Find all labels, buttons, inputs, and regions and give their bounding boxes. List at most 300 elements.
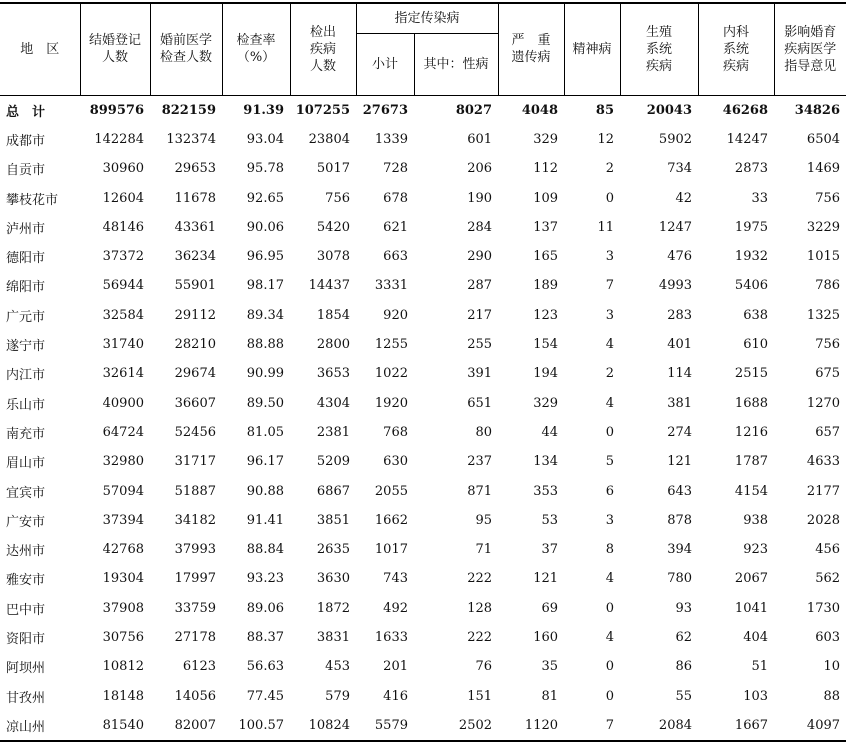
header-exam-rate — [222, 3, 290, 95]
header-designated-infectious: 指定传染病 — [356, 3, 498, 33]
cell-disease-found: 6867 — [316, 483, 350, 499]
cell-medical-advice: 1325 — [806, 307, 841, 323]
cell-region: 自贡市 — [6, 163, 46, 179]
cell-reproductive-disease: 283 — [667, 307, 693, 323]
cell-marriage-registration: 81540 — [80, 711, 150, 741]
cell-exam-rate: 77.45 — [246, 688, 284, 704]
cell-medical-advice: 675 — [815, 366, 841, 382]
cell-premarital-exam: 55901 — [174, 278, 216, 294]
cell-premarital-exam: 29112 — [174, 307, 216, 323]
table-row — [0, 271, 846, 300]
cell-marriage-registration: 18148 — [102, 688, 144, 704]
cell-disease-found: 1854 — [316, 307, 350, 323]
cell-marriage-registration: 40900 — [102, 395, 144, 411]
cell-disease-found: 4304 — [316, 395, 350, 411]
cell-mental-disease: 2 — [605, 161, 615, 177]
cell-genetic-disease: 53 — [541, 512, 559, 528]
cell-reproductive-disease: 381 — [667, 395, 693, 411]
cell-infectious-subtotal: 663 — [383, 249, 408, 265]
cell-disease-found: 2381 — [316, 424, 350, 440]
cell-disease-found: 23804 — [308, 131, 350, 147]
cell-infectious-subtotal: 1920 — [374, 395, 408, 411]
header-region: 地 区 — [0, 3, 80, 95]
cell-region: 遂宁市 — [6, 339, 46, 355]
cell-std: 71 — [475, 542, 493, 558]
header-marriage-registration-text: 结婚登记人数 — [88, 33, 141, 66]
cell-region: 内江市 — [6, 368, 46, 384]
cell-internal-disease: 1041 — [734, 600, 769, 616]
table-row — [0, 125, 846, 154]
table-row — [0, 213, 846, 242]
cell-medical-advice: 34826 — [794, 102, 841, 118]
cell-infectious-subtotal: 1633 — [374, 629, 408, 645]
cell-exam-rate: 95.78 — [246, 161, 284, 177]
cell-reproductive-disease: 394 — [667, 542, 693, 558]
cell-mental-disease: 7 — [605, 278, 615, 294]
cell-region: 雅安市 — [6, 573, 46, 589]
cell-medical-advice: 562 — [815, 571, 841, 587]
cell-exam-rate: 90.99 — [246, 366, 284, 382]
cell-internal-disease: 610 — [743, 337, 769, 353]
header-genetic-disease — [498, 3, 564, 95]
cell-mental-disease: 0 — [605, 688, 615, 704]
cell-premarital-exam: 82007 — [150, 711, 222, 741]
cell-medical-advice: 1469 — [806, 161, 841, 177]
cell-std: 871 — [467, 483, 493, 499]
cell-std: 128 — [467, 600, 493, 616]
cell-mental-disease: 6 — [605, 483, 615, 499]
cell-premarital-exam: 43361 — [174, 219, 216, 235]
cell-internal-disease: 638 — [743, 307, 769, 323]
total-row — [0, 95, 846, 125]
cell-mental-disease: 85 — [595, 102, 615, 118]
cell-reproductive-disease: 734 — [667, 161, 693, 177]
table-row — [0, 359, 846, 388]
header-internal-disease-text: 内科系统疾病 — [723, 24, 750, 74]
cell-region: 广安市 — [6, 514, 46, 530]
cell-exam-rate: 96.17 — [246, 454, 284, 470]
cell-region: 绵阳市 — [6, 280, 46, 296]
cell-mental-disease: 3 — [605, 307, 615, 323]
cell-internal-disease: 5406 — [734, 278, 769, 294]
cell-region: 眉山市 — [6, 456, 46, 472]
table-row — [0, 711, 846, 741]
table-row — [0, 301, 846, 330]
table-row — [0, 154, 846, 183]
cell-std: 290 — [467, 249, 493, 265]
cell-mental-disease: 0 — [605, 659, 615, 675]
header-premarital-exam-text: 婚前医学检查人数 — [159, 33, 212, 66]
cell-region: 南充市 — [6, 426, 46, 442]
cell-infectious-subtotal: 621 — [383, 219, 408, 235]
cell-mental-disease: 5 — [605, 454, 615, 470]
cell-disease-found: 107255 — [295, 102, 350, 118]
cell-premarital-exam: 37993 — [174, 542, 216, 558]
cell-std: 284 — [467, 219, 493, 235]
cell-reproductive-disease: 121 — [667, 454, 693, 470]
header-mental-disease: 精神病 — [564, 3, 620, 95]
cell-internal-disease: 404 — [743, 629, 769, 645]
header-marriage-registration — [80, 3, 150, 95]
cell-medical-advice: 4097 — [774, 711, 846, 741]
cell-premarital-exam: 17997 — [174, 571, 216, 587]
cell-exam-rate: 88.37 — [246, 629, 284, 645]
cell-internal-disease: 1787 — [734, 454, 769, 470]
cell-marriage-registration: 32980 — [102, 454, 144, 470]
cell-marriage-registration: 10812 — [102, 659, 144, 675]
cell-std: 222 — [467, 629, 493, 645]
cell-genetic-disease: 194 — [533, 366, 559, 382]
cell-std: 151 — [467, 688, 493, 704]
cell-reproductive-disease: 4993 — [658, 278, 693, 294]
cell-std: 601 — [467, 131, 493, 147]
table-row — [0, 242, 846, 271]
cell-genetic-disease: 112 — [533, 161, 559, 177]
cell-infectious-subtotal: 678 — [383, 190, 408, 206]
cell-mental-disease: 3 — [605, 512, 615, 528]
cell-genetic-disease: 81 — [541, 688, 559, 704]
cell-disease-found: 5017 — [316, 161, 350, 177]
cell-genetic-disease: 44 — [541, 424, 559, 440]
cell-premarital-exam: 28210 — [174, 337, 216, 353]
cell-medical-advice: 88 — [823, 688, 841, 704]
cell-marriage-registration: 142284 — [94, 131, 144, 147]
cell-medical-advice: 3229 — [806, 219, 841, 235]
cell-internal-disease: 4154 — [734, 483, 769, 499]
cell-infectious-subtotal: 2055 — [374, 483, 408, 499]
cell-genetic-disease: 329 — [533, 131, 559, 147]
cell-marriage-registration: 31740 — [102, 337, 144, 353]
cell-marriage-registration: 32584 — [102, 307, 144, 323]
cell-medical-advice: 603 — [815, 629, 841, 645]
cell-std: 237 — [467, 454, 493, 470]
table-row — [0, 183, 846, 212]
cell-medical-advice: 456 — [815, 542, 841, 558]
cell-disease-found: 579 — [325, 688, 350, 704]
cell-region: 攀枝花市 — [6, 192, 59, 208]
cell-internal-disease: 33 — [751, 190, 769, 206]
cell-reproductive-disease: 86 — [675, 659, 693, 675]
statistics-table — [0, 2, 846, 742]
cell-region: 巴中市 — [6, 602, 46, 618]
cell-infectious-subtotal: 1662 — [374, 512, 408, 528]
cell-genetic-disease: 4048 — [521, 102, 559, 118]
cell-mental-disease: 0 — [605, 424, 615, 440]
cell-premarital-exam: 6123 — [182, 659, 216, 675]
cell-marriage-registration: 37372 — [102, 249, 144, 265]
cell-premarital-exam: 29653 — [174, 161, 216, 177]
cell-region: 宜宾市 — [6, 485, 46, 501]
cell-genetic-disease: 329 — [533, 395, 559, 411]
table-row — [0, 535, 846, 564]
cell-std: 2502 — [414, 711, 498, 741]
cell-region: 达州市 — [6, 544, 46, 560]
cell-std: 76 — [475, 659, 493, 675]
cell-marriage-registration: 30756 — [102, 629, 144, 645]
cell-internal-disease: 923 — [743, 542, 769, 558]
cell-reproductive-disease: 401 — [667, 337, 693, 353]
cell-medical-advice: 1015 — [806, 249, 841, 265]
cell-internal-disease: 1975 — [734, 219, 769, 235]
cell-infectious-subtotal: 1339 — [374, 131, 408, 147]
cell-infectious-subtotal: 728 — [383, 161, 408, 177]
cell-genetic-disease: 165 — [533, 249, 559, 265]
cell-marriage-registration: 899576 — [89, 102, 144, 118]
cell-reproductive-disease: 62 — [675, 629, 693, 645]
cell-std: 287 — [467, 278, 493, 294]
cell-reproductive-disease: 878 — [667, 512, 693, 528]
cell-exam-rate: 98.17 — [246, 278, 284, 294]
cell-exam-rate: 96.95 — [246, 249, 284, 265]
cell-exam-rate: 81.05 — [246, 424, 284, 440]
cell-reproductive-disease: 20043 — [646, 102, 693, 118]
cell-mental-disease: 4 — [605, 571, 615, 587]
cell-medical-advice: 756 — [815, 337, 841, 353]
cell-marriage-registration: 19304 — [102, 571, 144, 587]
cell-mental-disease: 3 — [605, 249, 615, 265]
cell-medical-advice: 657 — [815, 424, 841, 440]
cell-region: 资阳市 — [6, 631, 46, 647]
cell-premarital-exam: 51887 — [174, 483, 216, 499]
table-row — [0, 418, 846, 447]
cell-reproductive-disease: 93 — [675, 600, 693, 616]
cell-mental-disease: 8 — [605, 542, 615, 558]
header-genetic-disease-text: 严 重遗传病 — [511, 33, 551, 66]
cell-exam-rate: 90.88 — [246, 483, 284, 499]
cell-medical-advice: 2177 — [806, 483, 841, 499]
cell-marriage-registration: 37908 — [102, 600, 144, 616]
cell-premarital-exam: 132374 — [166, 131, 216, 147]
cell-marriage-registration: 30960 — [102, 161, 144, 177]
table-header — [0, 3, 846, 95]
cell-mental-disease: 4 — [605, 395, 615, 411]
cell-premarital-exam: 14056 — [174, 688, 216, 704]
cell-reproductive-disease: 5902 — [658, 131, 693, 147]
cell-reproductive-disease: 643 — [667, 483, 693, 499]
cell-disease-found: 453 — [325, 659, 350, 675]
cell-genetic-disease: 189 — [533, 278, 559, 294]
cell-premarital-exam: 36234 — [174, 249, 216, 265]
cell-infectious-subtotal: 1022 — [374, 366, 408, 382]
cell-region: 成都市 — [6, 133, 46, 149]
cell-genetic-disease: 1120 — [498, 711, 564, 741]
cell-exam-rate: 89.34 — [246, 307, 284, 323]
cell-exam-rate: 88.84 — [246, 542, 284, 558]
cell-mental-disease: 12 — [597, 131, 615, 147]
cell-premarital-exam: 36607 — [174, 395, 216, 411]
header-premarital-exam — [150, 3, 222, 95]
header-std: 其中：性病 — [414, 33, 498, 95]
table-row — [0, 623, 846, 652]
cell-premarital-exam: 34182 — [174, 512, 216, 528]
cell-disease-found: 10824 — [290, 711, 356, 741]
cell-marriage-registration: 37394 — [102, 512, 144, 528]
cell-medical-advice: 1730 — [806, 600, 841, 616]
table-row — [0, 447, 846, 476]
cell-std: 222 — [467, 571, 493, 587]
cell-std: 217 — [467, 307, 493, 323]
cell-premarital-exam: 822159 — [161, 102, 216, 118]
cell-std: 206 — [467, 161, 493, 177]
cell-medical-advice: 4633 — [806, 454, 841, 470]
cell-genetic-disease: 35 — [541, 659, 559, 675]
cell-reproductive-disease: 476 — [667, 249, 693, 265]
cell-internal-disease: 2067 — [734, 571, 769, 587]
cell-internal-disease: 2515 — [734, 366, 769, 382]
cell-std: 190 — [467, 190, 493, 206]
cell-disease-found: 2635 — [316, 542, 350, 558]
cell-infectious-subtotal: 416 — [383, 688, 408, 704]
cell-premarital-exam: 27178 — [174, 629, 216, 645]
cell-infectious-subtotal: 5579 — [356, 711, 414, 741]
header-disease-found — [290, 3, 356, 95]
cell-marriage-registration: 42768 — [102, 542, 144, 558]
cell-infectious-subtotal: 1017 — [374, 542, 408, 558]
cell-reproductive-disease: 42 — [675, 190, 693, 206]
cell-premarital-exam: 11678 — [174, 190, 216, 206]
header-medical-advice — [774, 3, 846, 95]
cell-disease-found: 3851 — [316, 512, 350, 528]
cell-region: 总 计 — [6, 104, 46, 120]
cell-infectious-subtotal: 920 — [383, 307, 408, 323]
cell-marriage-registration: 56944 — [102, 278, 144, 294]
cell-internal-disease: 46268 — [722, 102, 769, 118]
cell-reproductive-disease: 114 — [667, 366, 693, 382]
cell-infectious-subtotal: 492 — [383, 600, 408, 616]
table-row — [0, 330, 846, 359]
cell-disease-found: 5209 — [316, 454, 350, 470]
cell-exam-rate: 91.41 — [246, 512, 284, 528]
cell-internal-disease: 51 — [751, 659, 769, 675]
cell-disease-found: 14437 — [308, 278, 350, 294]
cell-reproductive-disease: 55 — [675, 688, 693, 704]
cell-medical-advice: 6504 — [806, 131, 841, 147]
cell-infectious-subtotal: 768 — [383, 424, 408, 440]
cell-std: 651 — [467, 395, 493, 411]
cell-mental-disease: 4 — [605, 337, 615, 353]
cell-disease-found: 1872 — [316, 600, 350, 616]
table-row — [0, 594, 846, 623]
cell-reproductive-disease: 780 — [667, 571, 693, 587]
cell-mental-disease: 4 — [605, 629, 615, 645]
cell-disease-found: 756 — [325, 190, 350, 206]
cell-marriage-registration: 32614 — [102, 366, 144, 382]
cell-genetic-disease: 109 — [533, 190, 559, 206]
cell-marriage-registration: 57094 — [102, 483, 144, 499]
cell-region: 泸州市 — [6, 221, 46, 237]
cell-genetic-disease: 69 — [541, 600, 559, 616]
cell-mental-disease: 7 — [564, 711, 620, 741]
cell-infectious-subtotal: 1255 — [374, 337, 408, 353]
cell-std: 391 — [467, 366, 493, 382]
cell-disease-found: 3653 — [316, 366, 350, 382]
header-disease-found-text: 检出疾病人数 — [309, 24, 336, 74]
cell-infectious-subtotal: 743 — [383, 571, 408, 587]
table-row — [0, 388, 846, 417]
cell-std: 8027 — [455, 102, 493, 118]
cell-genetic-disease: 137 — [533, 219, 559, 235]
header-medical-advice-text: 影响婚育疾病医学指导意见 — [784, 24, 837, 74]
cell-genetic-disease: 123 — [533, 307, 559, 323]
cell-medical-advice: 10 — [823, 659, 841, 675]
cell-mental-disease: 11 — [597, 219, 615, 235]
cell-premarital-exam: 31717 — [174, 454, 216, 470]
header-reproductive-disease-text: 生殖系统疾病 — [646, 24, 673, 74]
cell-disease-found: 5420 — [316, 219, 350, 235]
cell-marriage-registration: 64724 — [102, 424, 144, 440]
cell-internal-disease: 14247 — [726, 131, 769, 147]
cell-medical-advice: 1270 — [806, 395, 841, 411]
cell-exam-rate: 89.06 — [246, 600, 284, 616]
cell-internal-disease: 1688 — [734, 395, 769, 411]
cell-medical-advice: 2028 — [806, 512, 841, 528]
cell-region: 凉山州 — [0, 711, 80, 741]
cell-infectious-subtotal: 27673 — [362, 102, 408, 118]
cell-premarital-exam: 52456 — [174, 424, 216, 440]
cell-genetic-disease: 160 — [533, 629, 559, 645]
cell-genetic-disease: 134 — [533, 454, 559, 470]
header-subtotal: 小计 — [356, 33, 414, 95]
table-body — [0, 95, 846, 741]
table-row — [0, 681, 846, 710]
cell-region: 甘孜州 — [6, 690, 46, 706]
cell-region: 乐山市 — [6, 397, 46, 413]
cell-exam-rate: 88.88 — [246, 337, 284, 353]
cell-exam-rate: 90.06 — [246, 219, 284, 235]
header-internal-disease — [698, 3, 774, 95]
header-exam-rate-text: 检查率（%） — [236, 33, 276, 66]
cell-mental-disease: 2 — [605, 366, 615, 382]
cell-infectious-subtotal: 3331 — [374, 278, 408, 294]
table-row — [0, 652, 846, 681]
cell-reproductive-disease: 274 — [667, 424, 693, 440]
cell-genetic-disease: 37 — [541, 542, 559, 558]
cell-exam-rate: 92.65 — [246, 190, 284, 206]
cell-disease-found: 2800 — [316, 337, 350, 353]
cell-std: 80 — [475, 424, 493, 440]
cell-internal-disease: 1667 — [698, 711, 774, 741]
cell-marriage-registration: 48146 — [102, 219, 144, 235]
cell-medical-advice: 756 — [815, 190, 841, 206]
cell-exam-rate: 100.57 — [222, 711, 290, 741]
cell-mental-disease: 0 — [605, 600, 615, 616]
cell-internal-disease: 2873 — [734, 161, 769, 177]
cell-disease-found: 3831 — [316, 629, 350, 645]
cell-genetic-disease: 121 — [533, 571, 559, 587]
cell-region: 德阳市 — [6, 251, 46, 267]
cell-exam-rate: 56.63 — [246, 659, 284, 675]
cell-std: 255 — [467, 337, 493, 353]
cell-internal-disease: 1932 — [734, 249, 769, 265]
header-reproductive-disease — [620, 3, 698, 95]
cell-genetic-disease: 154 — [533, 337, 559, 353]
cell-region: 广元市 — [6, 309, 46, 325]
cell-premarital-exam: 33759 — [174, 600, 216, 616]
cell-infectious-subtotal: 630 — [383, 454, 408, 470]
cell-premarital-exam: 29674 — [174, 366, 216, 382]
cell-reproductive-disease: 1247 — [658, 219, 693, 235]
cell-genetic-disease: 353 — [533, 483, 559, 499]
cell-disease-found: 3078 — [316, 249, 350, 265]
table-row — [0, 506, 846, 535]
cell-internal-disease: 1216 — [734, 424, 769, 440]
cell-exam-rate: 89.50 — [246, 395, 284, 411]
cell-medical-advice: 786 — [815, 278, 841, 294]
cell-exam-rate: 93.23 — [246, 571, 284, 587]
cell-reproductive-disease: 2084 — [620, 711, 698, 741]
cell-region: 阿坝州 — [6, 661, 46, 677]
cell-exam-rate: 91.39 — [243, 102, 284, 118]
